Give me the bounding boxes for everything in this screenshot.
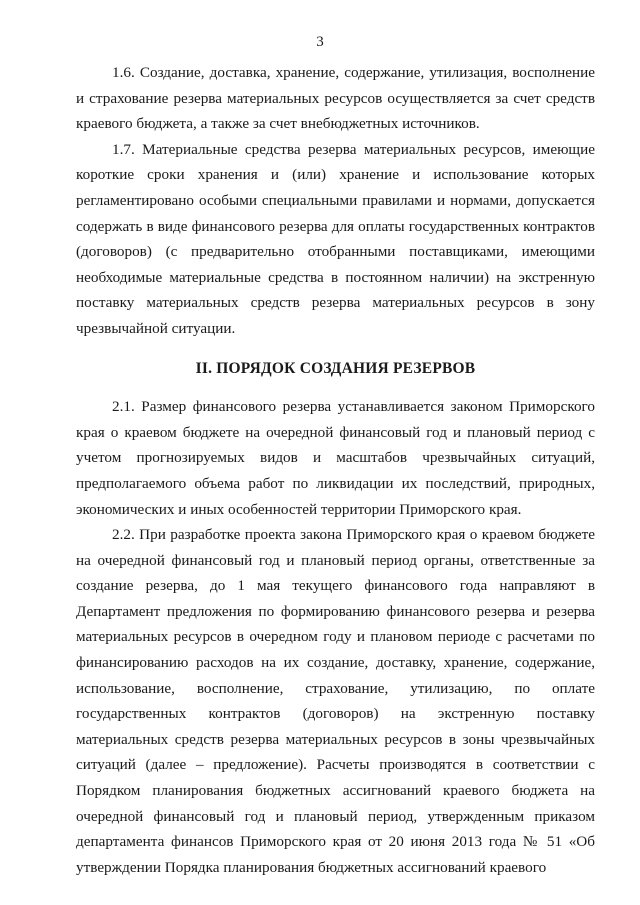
paragraph-2-2: 2.2. При разработке проекта закона Приморского края о краевом бюджете на очередной финансовый год и плановый период органы, ответственные за создание резерва, до 1 мая текущего финансового года направляют в Департамент предложения по формированию финансового резерва и резерва материальных ресурсов в очередном году и плановом периоде с расчетами по финансированию расходов на их создание, доставку, хранение, содержание, использование, восполнение, страхование, утилизацию, по оплате государственных контрактов (договоров) на экстренную поставку материальных средств резерва материальных ресурсов в зоны чрезвычайных ситуаций (далее – предложение). Расчеты производятся в соответствии с Порядком планирования бюджетных ассигнований краевого бюджета на очередной финансовый год и плановый период, утвержденным приказом департамента финансов Приморского края от 20 июня 2013 года № 51 «Об утверждении Порядка планирования бюджетных ассигнований краевого: [76, 526, 595, 876]
page-number: 3: [316, 34, 324, 50]
paragraph-2-1: 2.1. Размер финансового резерва устанавливается законом Приморского края о краевом бюджете на очередной финансовый год и плановый период с учетом прогнозируемых видов и масштабов чрезвычайных ситуаций, предполагаемого объема работ по ликвидации их последствий, природных, экономических и иных особенностей территории Приморского края.: [76, 398, 595, 518]
section-heading: II. ПОРЯДОК СОЗДАНИЯ РЕЗЕРВОВ: [195, 359, 476, 377]
paragraph-1-6: 1.6. Создание, доставка, хранение, содержание, утилизация, восполнение и страхование резерва материальных ресурсов осуществляется за счет средств краевого бюджета, а также за счет внебюджетных источников.: [76, 64, 595, 133]
paragraph-1-7: 1.7. Материальные средства резерва материальных ресурсов, имеющие короткие сроки хранения и (или) хранение и использование которых регламентировано особыми специальными правилами и нормами, допускается содержать в виде финансового резерва для оплаты государственных контрактов (договоров) (с предварительно отобранными поставщиками, имеющими необходимые материальные средства в постоянном наличии) на экстренную поставку материальных средств резерва материальных ресурсов в зону чрезвычайной ситуации.: [76, 140, 595, 337]
document-body: [76, 60, 595, 880]
